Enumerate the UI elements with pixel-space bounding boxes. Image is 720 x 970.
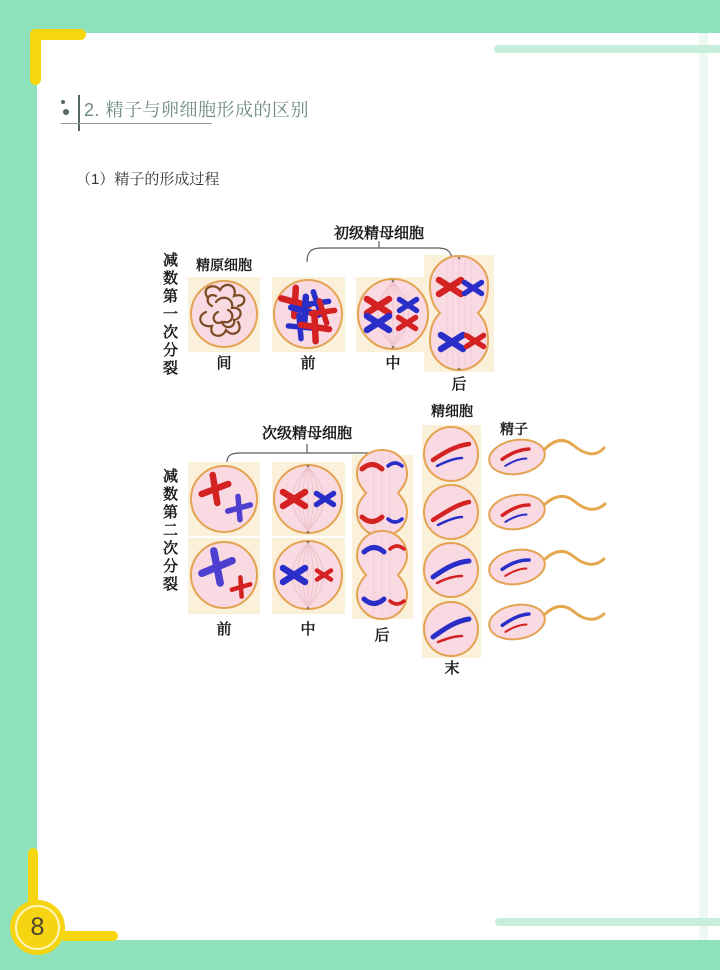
page-number-badge	[10, 900, 65, 955]
sperm-1	[487, 436, 604, 478]
stage-label-interphase: 间	[216, 355, 232, 372]
cell-spermatogonium-interphase	[191, 281, 257, 347]
stage-label-prophase2: 前	[216, 621, 232, 638]
cell-prophase-1	[274, 280, 342, 348]
heading-dot-big-icon	[63, 109, 69, 115]
meiosis1-side-label: 减数第一次分裂	[161, 252, 178, 378]
corner-bracket-vertical	[30, 29, 41, 85]
spermatid-label: 精细胞	[431, 403, 473, 419]
sperm-3	[487, 546, 604, 588]
stage-label-metaphase1: 中	[385, 355, 401, 372]
sperm-2	[487, 491, 605, 533]
cell-metaphase-1	[358, 279, 428, 349]
page-number-ring	[15, 905, 60, 950]
stage-label-anaphase1: 后	[451, 376, 467, 393]
cell-metaphase-2-bottom	[274, 541, 342, 610]
sperm-label: 精子	[500, 421, 528, 437]
top-right-accent-bar	[494, 45, 720, 53]
cell-spermatid-4	[424, 602, 478, 656]
frame-bottom-bar	[0, 940, 720, 970]
stage-label-metaphase2: 中	[300, 621, 316, 638]
cell-spermatid-2	[424, 485, 478, 539]
cell-anaphase-1	[430, 256, 488, 370]
heading-underline	[61, 123, 212, 124]
cell-prophase-2-top	[191, 466, 257, 532]
page-number-vertical-line	[28, 848, 38, 906]
stage-label-telophase2: 末	[444, 660, 460, 677]
cell-spermatid-1	[424, 427, 478, 481]
frame-left-bar	[0, 0, 37, 970]
subsection-heading: （1）精子的形成过程	[76, 171, 220, 188]
bottom-right-accent-bar	[495, 918, 720, 926]
section-heading: 2. 精子与卵细胞形成的区别	[84, 100, 310, 120]
page-number: 8	[30, 913, 45, 941]
page-number-horizontal-line	[60, 931, 118, 941]
cell-spermatid-3	[424, 543, 478, 597]
cell-metaphase-2-top	[274, 465, 342, 534]
stage-label-prophase1: 前	[300, 355, 316, 372]
cell-prophase-2-bottom	[191, 542, 257, 608]
frame-top-bar	[0, 0, 720, 33]
stage-label-anaphase2: 后	[374, 627, 390, 644]
secondary-spermatocyte-label: 次级精母细胞	[261, 425, 353, 442]
heading-divider-line	[78, 95, 80, 131]
meiosis-diagram	[155, 210, 620, 690]
heading-dot-small-icon	[61, 100, 65, 104]
spermatogonium-label: 精原细胞	[196, 257, 252, 273]
frame-right-faint-strip	[699, 33, 708, 940]
meiosis2-side-label: 减数第二次分裂	[161, 468, 178, 594]
sperm-4	[487, 601, 604, 643]
primary-spermatocyte-label: 初级精母细胞	[333, 225, 425, 242]
